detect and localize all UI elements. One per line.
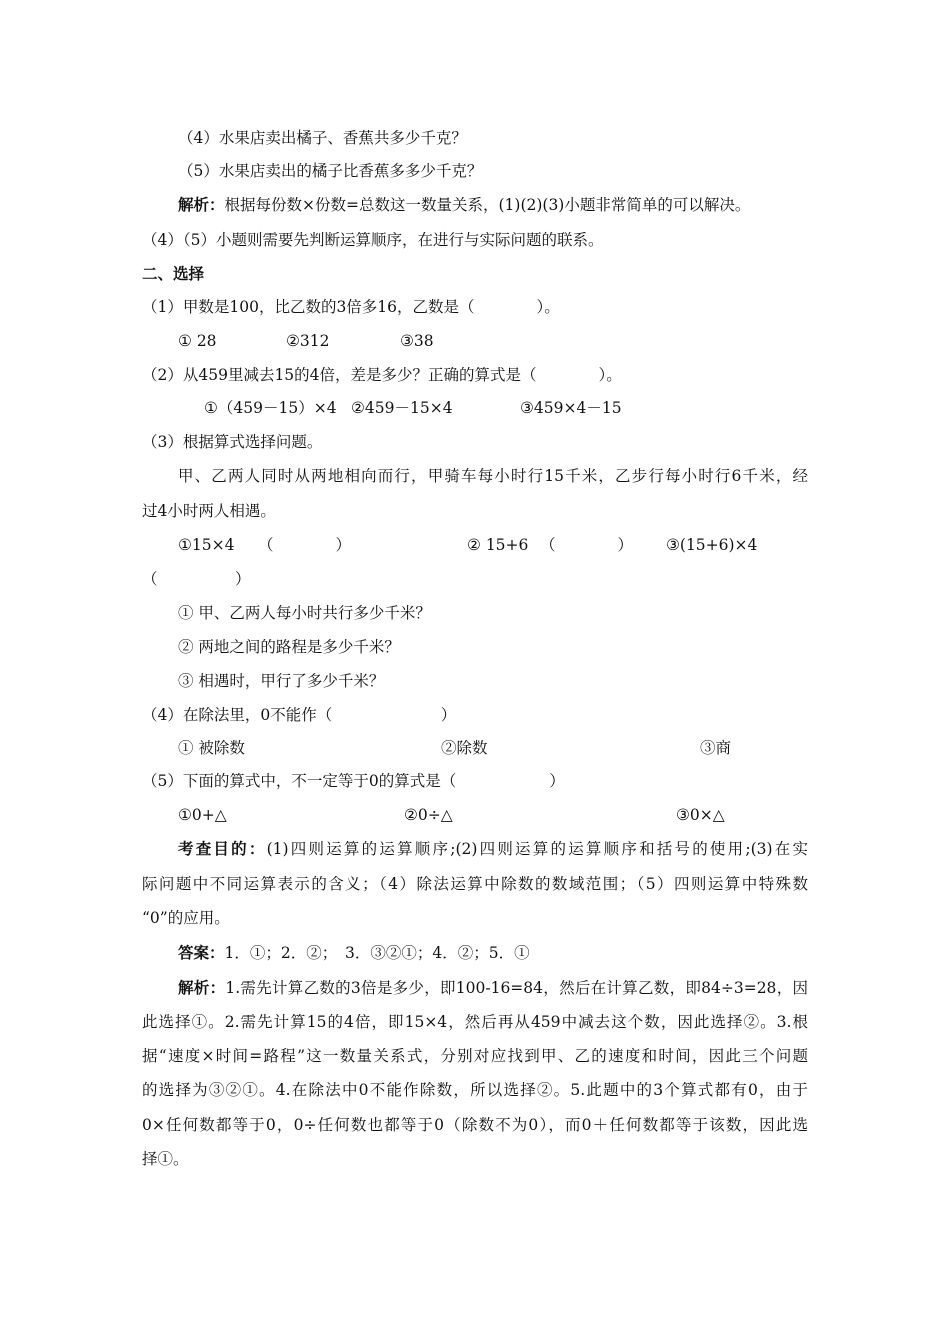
choice-5-option-1: ①0+△	[178, 806, 227, 824]
choice-3-blank-2: （ ）	[540, 536, 634, 554]
analysis-2-line-1	[178, 978, 808, 998]
section-title: 二、选择	[142, 264, 205, 283]
analysis-2-line-2: 此选择①。2.需先计算15的4倍，即15×4，然后再从459中减去这个数，因此选择②。3.根	[142, 1013, 808, 1031]
purpose-line-1	[178, 839, 808, 859]
choice-1-option-3: ③38	[400, 332, 434, 350]
choice-4-option-3: ③商	[700, 739, 732, 757]
analysis-2-line-4: 的选择为③②①。4.在除法中0不能作除数，所以选择②。5.此题中的3个算式都有0，由于	[142, 1081, 808, 1099]
choice-2-option-1: ①（459－15）×4	[204, 399, 337, 417]
choice-5-option-3: ③0×△	[676, 806, 725, 824]
answer-label: 答案：	[178, 943, 225, 962]
question-5: （5）水果店卖出的橘子比香蕉多多少千克？	[178, 162, 483, 180]
analysis-2-label: 解析：	[178, 978, 226, 997]
choice-4-question: （4）在除法里，0不能作（ ）	[142, 706, 457, 724]
choice-2-option-2: ②459－15×4	[351, 399, 453, 417]
choice-2-option-3: ③459×4－15	[520, 399, 622, 417]
choice-1-question: （1）甲数是100，比乙数的3倍多16，乙数是（ ）。	[142, 298, 560, 316]
analysis-2-text-1: 1.需先计算乙数的3倍是多少，即100-16=84，然后在计算乙数，即84÷3=28，因	[225, 979, 808, 997]
purpose-text-1: (1)四则运算的运算顺序;(2)四则运算的运算顺序和括号的使用;(3)在实	[266, 840, 808, 858]
analysis-1	[178, 195, 750, 215]
analysis-1-text: 根据每份数×份数=总数这一数量关系，(1)(2)(3)小题非常简单的可以解决。	[224, 196, 751, 214]
analysis-2-line-6: 择①。	[142, 1150, 189, 1168]
question-4: （4）水果店卖出橘子、香蕉共多少千克？	[178, 129, 467, 147]
choice-3-expr-3: ③(15+6)×4	[666, 536, 758, 554]
purpose-line-2: 际问题中不同运算表示的含义；（4）除法运算中除数的数域范围；（5）四则运算中特殊数	[142, 875, 808, 893]
analysis-2-line-5: 0×任何数都等于0，0÷任何数也都等于0（除数不为0），而0＋任何数都等于该数，因此选	[142, 1116, 808, 1134]
choice-3-text-2: 过4小时两人相遇。	[142, 502, 276, 520]
choice-3-sub-1: ① 甲、乙两人每小时共行多少千米？	[178, 604, 431, 622]
choice-1-option-1: ① 28	[178, 332, 217, 350]
choice-3-expr-1: ①15×4	[178, 536, 235, 554]
choice-4-option-2: ②除数	[441, 739, 488, 757]
choice-2-question: （2）从459里减去15的4倍，差是多少？正确的算式是（ ）。	[142, 366, 622, 384]
analysis-2-line-3: 据“速度×时间=路程”这一数量关系式，分别对应找到甲、乙的速度和时间，因此三个问题	[142, 1047, 808, 1065]
analysis-1-label: 解析：	[178, 195, 225, 214]
analysis-1-continued: （4）（5）小题则需要先判断运算顺序，在进行与实际问题的联系。	[142, 231, 604, 249]
choice-3-blank-3: （ ）	[142, 570, 251, 588]
choice-5-option-2: ②0÷△	[404, 806, 453, 824]
purpose-label: 考查目的：	[178, 839, 267, 858]
choice-5-question: （5）下面的算式中，不一定等于0的算式是（ ）	[142, 772, 565, 790]
choice-1-option-2: ②312	[286, 332, 330, 350]
answer-line	[178, 943, 530, 963]
choice-4-option-1: ① 被除数	[178, 739, 245, 757]
choice-3-blank-1: （ ）	[258, 536, 352, 554]
choice-3-sub-2: ② 两地之间的路程是多少千米？	[178, 638, 400, 656]
choice-3-question: （3）根据算式选择问题。	[142, 433, 323, 451]
purpose-line-3: “0”的应用。	[142, 909, 230, 927]
choice-3-expr-2: ② 15+6	[467, 536, 529, 554]
choice-3-text-1: 甲、乙两人同时从两地相向而行，甲骑车每小时行15千米，乙步行每小时行6千米，经	[178, 467, 808, 485]
answer-text: 1．①；2．②； 3．③②①；4．②；5．①	[224, 944, 530, 962]
choice-3-sub-3: ③ 相遇时，甲行了多少千米？	[178, 672, 385, 690]
